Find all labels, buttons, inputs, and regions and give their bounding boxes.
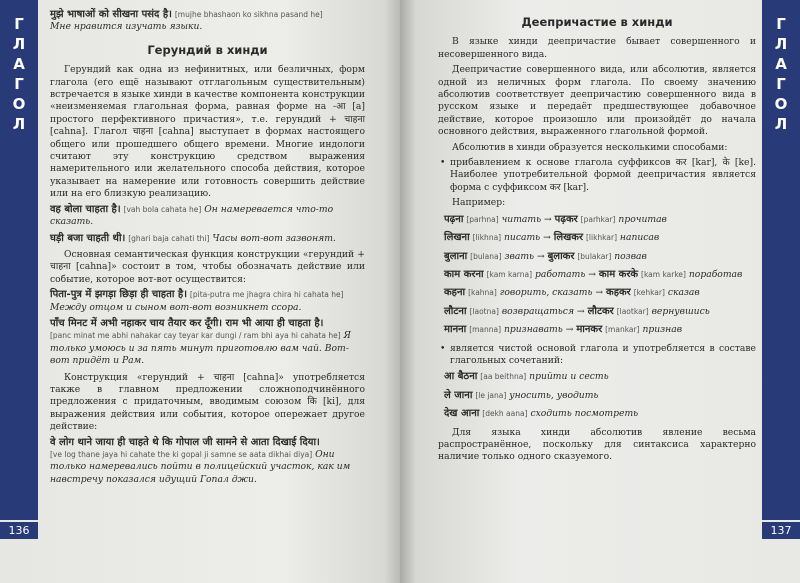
- verb-pair: मानना [manna] признавать → मानकर [mankar] признав: [444, 324, 683, 336]
- arrow-icon: →: [543, 232, 551, 244]
- right-content: [438, 6, 756, 467]
- arrow-icon: →: [576, 305, 585, 317]
- example-label: Например:: [452, 197, 506, 209]
- example: पाँच मिनट में अभी नहाकर चाय तैयार कर दूँगी। राम भी आया ही चाहता है। [panc minat me abhi nahakar cay teyar kar dungi / ram bhi aya hi cahata he] Я только умоюсь и за пять минут приготовлю вам чай. Вот-вот придёт и Рам.: [50, 317, 351, 367]
- section-tab-label: Г Л А Г О Л: [774, 15, 788, 133]
- list-item: • является чистой основой глагола и употребляется в составе глагольных сочетаний:: [438, 343, 756, 368]
- verb-pair: कहना [kahna] говорить, сказать → कहकर [kehkar] сказав: [444, 287, 700, 299]
- paragraph: В языке хинди деепричастие бывает совершенного и несовершенного вида.: [438, 36, 756, 60]
- verb-pair: बुलाना [bulana] звать → बुलाकर [bulakar] позвав: [444, 250, 647, 262]
- page-number: 137: [762, 522, 800, 539]
- section-heading: Герундий в хинди: [147, 42, 268, 57]
- section-tab: [0, 0, 38, 520]
- arrow-icon: →: [588, 268, 596, 280]
- verb-pair: पढ़ना [parhna] читать → पढ़कर [parhkar] прочитав: [444, 213, 667, 225]
- verb-combination: आ बैठना [aa beithna] прийти и сесть: [444, 371, 609, 383]
- paragraph: Для языка хинди абсолютив явление весьма распространённое, поскольку для синтаксиса характерно наличие только одного сказуемого.: [438, 426, 756, 463]
- section-heading: Деепричастие в хинди: [521, 15, 673, 29]
- example: वे लोग थाने जाया ही चाहते थे कि गोपाल जी सामने से आता दिखाई दिया। [ve log thane jaya hi cahate the ki gopal ji samne se aata dikhai diya] Они только намеревались пойти в полицейский участок, как им навстречу показался идущий Гопал джи.: [50, 436, 351, 485]
- paragraph: Герундий как одна из нефинитных, или безличных, форм глагола (его ещё называют отглагольным существительным) встречается в языке хинди в качестве компонента конструкции «неизменяемая глагольная форма, равная форме на -आ [а] простого перфективного причастия», т.е. герундий + चाहना [cahna]. Глагол चाहना [cahna] выступает в формах настоящего общего или прошедшего общего времени. Многие индологи считают эту конструкцию средством выражения намерительного или желательного способа действия, которое указывает на намерение или готовность совершить действие или на его близкую реализацию.: [50, 64, 365, 200]
- paragraph: Конструкция «герундий + चाहना [cahna]» употребляется также в главном предложении сложноподчинённого предложения с придаточным, вводимым союзом कि [ki], для выражения действия или события, которое опережает другое действие:: [50, 371, 365, 433]
- verb-pair: काम करना [kam karna] работать → काम करके [kam karke] поработав: [444, 268, 743, 280]
- example: पिता-पुत्र में झगड़ा छिड़ा ही चाहता है। [pita-putra me jhagra chira hi cahata he] Между отцом и сыном вот-вот возникнет ссора.: [50, 289, 344, 313]
- example: मुझे भाषाओं को सीखना पसंद है। [mujhe bhashaon ko sikhna pasand he] Мне нравится изучать языки.: [50, 9, 323, 33]
- page-number: 136: [0, 522, 38, 539]
- arrow-icon: →: [536, 250, 545, 262]
- arrow-icon: →: [544, 213, 552, 225]
- list-item: • прибавлением к основе глагола суффиксов कर [kar], के [ke]. Наиболее употребительной формой деепричастия является форма с суффиксом कर [kar].: [438, 157, 756, 194]
- section-tab-label: Г Л А Г О Л: [12, 15, 26, 133]
- left-content: [50, 6, 365, 490]
- paragraph: Деепричастие совершенного вида, или абсолютив, является одной из неличных форм глагола. По своему значению абсолютив соответствует деепричастию совершенного вида в русском языке и передаёт предшествующее добавочное действие, которое произошло или произойдёт до начала основного действия, выраженного глагольной формой.: [438, 64, 756, 138]
- verb-pair: लिखना [likhna] писать → लिखकर [likhkar] написав: [444, 232, 660, 244]
- arrow-icon: →: [565, 324, 574, 336]
- right-page: [400, 0, 800, 583]
- example: घड़ी बजा चाहती थी। [ghari baja cahati thi] Часы вот-вот зазвонят.: [50, 232, 336, 244]
- arrow-icon: →: [595, 287, 604, 299]
- verb-combination: ले जाना [le jana] уносить, уводить: [444, 389, 599, 401]
- example: वह बोला चाहता है। [vah bola cahata he] Он намеревается что-то сказать.: [50, 203, 334, 228]
- paragraph: Абсолютив в хинди образуется несколькими способами:: [452, 141, 728, 153]
- section-tab: [762, 0, 800, 520]
- verb-pair: लौटना [laotna] возвращаться → लौटकर [laotkar] вернувшись: [444, 305, 710, 317]
- verb-combination: देख आना [dekh aana] сходить посмотреть: [444, 408, 639, 420]
- paragraph: Основная семантическая функция конструкции «герундий + चाहना [cahna]» состоит в том, чтобы обозначать действие или событие, которое вот-вот осуществится:: [50, 248, 365, 285]
